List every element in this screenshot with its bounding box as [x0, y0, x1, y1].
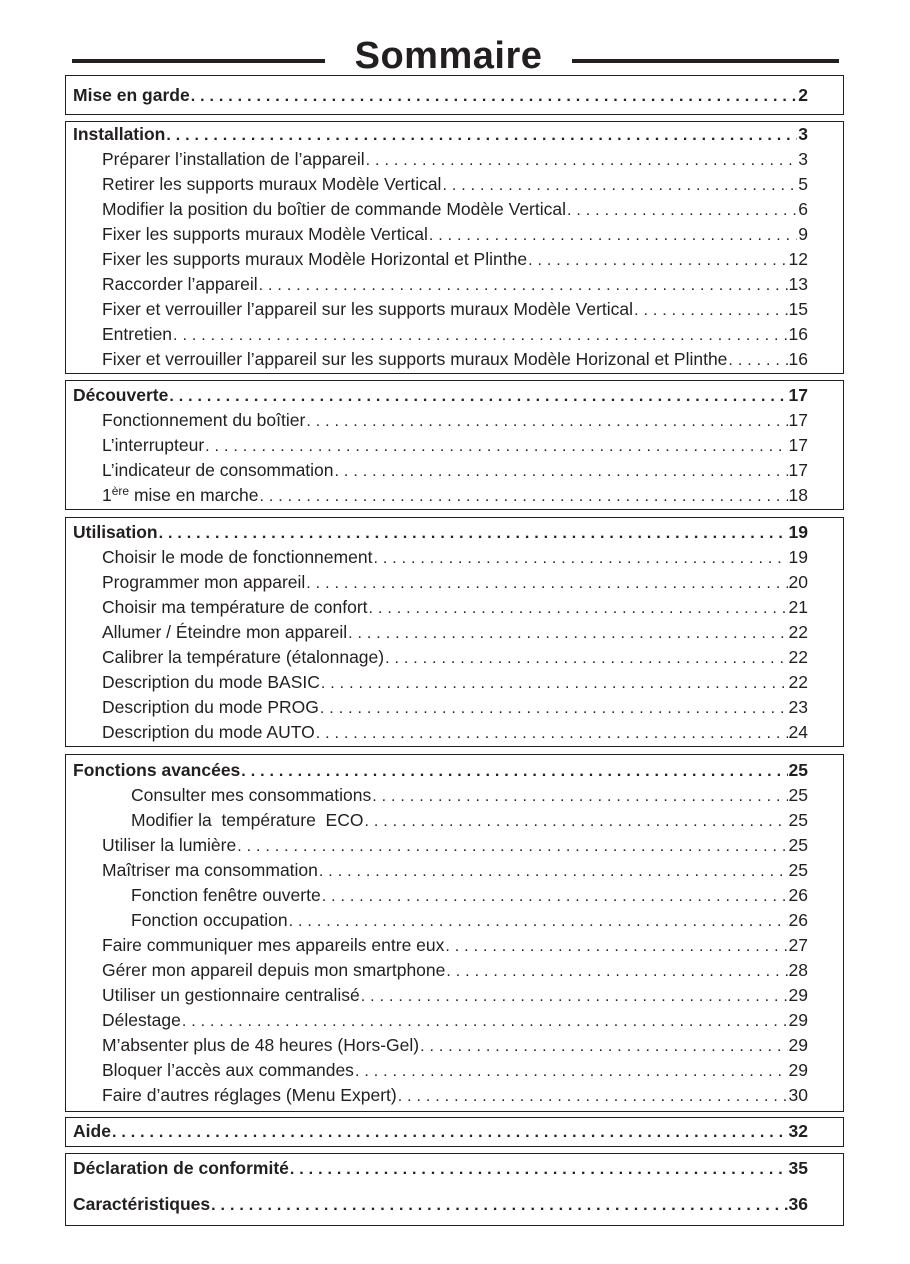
toc-heading[interactable]: [73, 122, 808, 147]
ordinal-number: 1: [102, 485, 112, 505]
toc-leader-dots: [320, 696, 788, 721]
toc-entry-label: Description du mode PROG: [102, 697, 319, 717]
title-rule-right: [572, 59, 839, 63]
toc-entry[interactable]: [73, 247, 808, 272]
toc-entry[interactable]: [73, 620, 808, 645]
toc-entry-label: L’interrupteur: [102, 435, 205, 455]
toc-leader-dots: [159, 521, 788, 546]
toc-entry[interactable]: [73, 172, 808, 197]
toc-entry[interactable]: [73, 408, 808, 433]
toc-leader-dots: [173, 323, 787, 348]
toc-heading-label: Découverte: [73, 385, 169, 405]
toc-leader-dots: [335, 459, 788, 484]
toc-entry[interactable]: [73, 933, 808, 958]
toc-entry-label: Délestage: [102, 1010, 181, 1030]
toc-page-number: 17: [788, 385, 808, 405]
toc-entry[interactable]: [73, 595, 808, 620]
toc-entry-label: Fonction occupation: [131, 910, 288, 930]
toc-entry[interactable]: [73, 958, 808, 983]
toc-page-number: 9: [798, 224, 808, 244]
toc-leader-dots: [728, 348, 787, 373]
toc-section-installation: [65, 121, 844, 374]
toc-entry[interactable]: [73, 458, 808, 483]
toc-entry[interactable]: [73, 670, 808, 695]
toc-page-number: 17: [788, 435, 808, 455]
toc-leader-dots: [369, 596, 788, 621]
toc-entry[interactable]: [73, 483, 808, 508]
toc-section-decouverte: [65, 380, 844, 510]
toc-heading[interactable]: [73, 383, 808, 408]
toc-entry[interactable]: [73, 1058, 808, 1083]
toc-leader-dots: [528, 248, 787, 273]
toc-page-number: 25: [788, 810, 808, 830]
toc-leader-dots: [166, 123, 797, 148]
toc-page-number: 26: [788, 910, 808, 930]
toc-leader-dots: [290, 1157, 788, 1182]
toc-page-number: 29: [788, 1060, 808, 1080]
toc-heading[interactable]: [73, 1156, 808, 1181]
toc-leader-dots: [169, 384, 787, 409]
toc-page-number: 5: [798, 174, 808, 194]
toc-page-number: 20: [788, 572, 808, 592]
toc-leader-dots: [372, 784, 787, 809]
toc-entry-label: Raccorder l’appareil: [102, 274, 258, 294]
toc-page-number: 2: [798, 85, 808, 105]
ordinal-suffix: ère: [111, 484, 130, 498]
toc-entry-label: Faire communiquer mes appareils entre eux: [102, 935, 445, 955]
toc-heading[interactable]: [73, 520, 808, 545]
toc-page-number: 17: [788, 460, 808, 480]
toc-leader-dots: [322, 884, 788, 909]
toc-page-number: 29: [788, 1035, 808, 1055]
toc-entry-text: mise en marche: [129, 485, 259, 505]
toc-heading[interactable]: [73, 1192, 808, 1217]
toc-entry-label: Bloquer l’accès aux commandes: [102, 1060, 354, 1080]
page-title: Sommaire: [354, 35, 543, 77]
toc-entry-label: Utiliser la lumière: [102, 835, 237, 855]
toc-entry-label: Description du mode BASIC: [102, 672, 320, 692]
toc-leader-dots: [316, 721, 788, 746]
toc-leader-dots: [211, 1193, 787, 1218]
toc-page-number: 23: [788, 697, 808, 717]
toc-section-fonctions-avancees: [65, 754, 844, 1112]
toc-page-number: 29: [788, 1010, 808, 1030]
toc-entry-label: Calibrer la température (étalonnage): [102, 647, 385, 667]
toc-entry[interactable]: [73, 272, 808, 297]
toc-entry[interactable]: [73, 808, 808, 833]
toc-leader-dots: [112, 1120, 788, 1145]
toc-leader-dots: [355, 1059, 788, 1084]
toc-entry-label: [102, 483, 258, 508]
toc-entry-label: Gérer mon appareil depuis mon smartphone: [102, 960, 446, 980]
toc-leader-dots: [567, 198, 797, 223]
toc-page-number: 16: [788, 349, 808, 369]
toc-page-number: 22: [788, 672, 808, 692]
toc-page-number: 28: [788, 960, 808, 980]
toc-entry[interactable]: [73, 783, 808, 808]
toc-page-number: 25: [788, 860, 808, 880]
toc-page-number: 3: [798, 149, 808, 169]
toc-leader-dots: [373, 546, 787, 571]
toc-leader-dots: [321, 671, 788, 696]
toc-heading-label: Déclaration de conformité: [73, 1158, 289, 1178]
toc-entry-label: L’indicateur de consommation: [102, 460, 334, 480]
toc-page-number: 22: [788, 647, 808, 667]
toc-leader-dots: [289, 909, 788, 934]
title-rule-left: [72, 59, 325, 63]
toc-page-number: 27: [788, 935, 808, 955]
toc-leader-dots: [634, 298, 787, 323]
toc-heading[interactable]: [73, 1119, 808, 1144]
toc-section-aide: [65, 1117, 844, 1147]
toc-entry[interactable]: [73, 695, 808, 720]
toc-leader-dots: [319, 859, 788, 884]
toc-entry-label: Fixer les supports muraux Modèle Horizontal et Plinthe: [102, 249, 528, 269]
toc-page-number: 30: [788, 1085, 808, 1105]
toc-entry[interactable]: [73, 645, 808, 670]
toc-section-conformite-caracteristiques: [65, 1153, 844, 1226]
toc-entry-label: M’absenter plus de 48 heures (Hors-Gel): [102, 1035, 420, 1055]
toc-entry[interactable]: [73, 347, 808, 372]
toc-entry-label: Modifier la température ECO: [131, 810, 364, 830]
toc-heading-label: Fonctions avancées: [73, 760, 241, 780]
toc-entry[interactable]: [73, 1083, 808, 1108]
toc-entry[interactable]: [73, 197, 808, 222]
toc-heading-label: Aide: [73, 1121, 111, 1141]
toc-entry[interactable]: [73, 297, 808, 322]
toc-entry-label: Consulter mes consommations: [131, 785, 372, 805]
toc-entry[interactable]: [73, 1033, 808, 1058]
toc-entry-label: Retirer les supports muraux Modèle Vertical: [102, 174, 442, 194]
toc-page-number: 12: [788, 249, 808, 269]
toc-leader-dots: [366, 148, 798, 173]
toc-leader-dots: [237, 834, 787, 859]
toc-heading-label: Caractéristiques: [73, 1194, 211, 1214]
toc-heading[interactable]: [73, 83, 808, 108]
toc-section-mise-en-garde: [65, 75, 844, 115]
toc-page-number: 3: [798, 124, 808, 144]
toc-page-number: 6: [798, 199, 808, 219]
toc-leader-dots: [205, 434, 787, 459]
toc-heading[interactable]: [73, 758, 808, 783]
toc-leader-dots: [259, 273, 788, 298]
toc-entry[interactable]: [73, 433, 808, 458]
toc-entry[interactable]: [73, 720, 808, 745]
toc-page-number: 29: [788, 985, 808, 1005]
toc-entry-label: Préparer l’installation de l’appareil: [102, 149, 365, 169]
toc-entry-label: Fixer les supports muraux Modèle Vertical: [102, 224, 428, 244]
toc-leader-dots: [259, 484, 787, 509]
toc-entry[interactable]: [73, 570, 808, 595]
toc-leader-dots: [241, 759, 787, 784]
toc-entry-label: Faire d’autres réglages (Menu Expert): [102, 1085, 397, 1105]
toc-section-utilisation: [65, 517, 844, 747]
toc-page-number: 25: [788, 835, 808, 855]
toc-leader-dots: [445, 934, 787, 959]
toc-leader-dots: [191, 84, 798, 109]
toc-entry[interactable]: [73, 908, 808, 933]
toc-entry-label: Maîtriser ma consommation: [102, 860, 318, 880]
toc-page-number: 26: [788, 885, 808, 905]
toc-leader-dots: [348, 621, 787, 646]
toc-entry[interactable]: [73, 1008, 808, 1033]
toc-leader-dots: [420, 1034, 787, 1059]
toc-leader-dots: [446, 959, 787, 984]
toc-entry-label: Modifier la position du boîtier de commande Modèle Vertical: [102, 199, 566, 219]
toc-entry[interactable]: [73, 983, 808, 1008]
toc-entry-label: Entretien: [102, 324, 173, 344]
toc-entry-label: Choisir le mode de fonctionnement: [102, 547, 373, 567]
toc-page-number: 21: [788, 597, 808, 617]
toc-leader-dots: [398, 1084, 788, 1109]
toc-entry-label: Description du mode AUTO: [102, 722, 315, 742]
toc-leader-dots: [361, 984, 788, 1009]
toc-entry-label: Fixer et verrouiller l’appareil sur les supports muraux Modèle Horizonal et Plinthe: [102, 349, 728, 369]
toc-entry-label: Fonction fenêtre ouverte: [131, 885, 321, 905]
toc-entry-label: Programmer mon appareil: [102, 572, 306, 592]
toc-heading-label: Mise en garde: [73, 85, 190, 105]
toc-page-number: 32: [788, 1121, 808, 1141]
toc-leader-dots: [385, 646, 787, 671]
toc-page-number: 15: [788, 299, 808, 319]
toc-page-number: 22: [788, 622, 808, 642]
toc-page-number: 36: [788, 1194, 808, 1214]
toc-page-number: 19: [788, 547, 808, 567]
toc-leader-dots: [182, 1009, 788, 1034]
toc-page-number: 17: [788, 410, 808, 430]
toc-leader-dots: [306, 571, 787, 596]
toc-page-number: 25: [788, 760, 808, 780]
toc-page-number: 19: [788, 522, 808, 542]
toc-entry-label: Choisir ma température de confort: [102, 597, 368, 617]
toc-page-number: 13: [788, 274, 808, 294]
toc-entry-label: Utiliser un gestionnaire centralisé: [102, 985, 360, 1005]
toc-leader-dots: [306, 409, 787, 434]
toc-leader-dots: [364, 809, 787, 834]
toc-entry[interactable]: [73, 222, 808, 247]
toc-page-number: 24: [788, 722, 808, 742]
toc-entry[interactable]: [73, 883, 808, 908]
toc-entry[interactable]: [73, 322, 808, 347]
toc-entry-label: Fixer et verrouiller l’appareil sur les supports muraux Modèle Vertical: [102, 299, 634, 319]
toc-entry[interactable]: [73, 858, 808, 883]
toc-leader-dots: [429, 223, 797, 248]
toc-entry[interactable]: [73, 147, 808, 172]
toc-page-number: 35: [788, 1158, 808, 1178]
toc-page-number: 25: [788, 785, 808, 805]
toc-entry[interactable]: [73, 833, 808, 858]
toc-entry-label: Fonctionnement du boîtier: [102, 410, 306, 430]
toc-leader-dots: [442, 173, 797, 198]
toc-entry[interactable]: [73, 545, 808, 570]
toc-page-number: 18: [788, 485, 808, 505]
toc-heading-label: Utilisation: [73, 522, 158, 542]
toc-page-number: 16: [788, 324, 808, 344]
toc-heading-label: Installation: [73, 124, 166, 144]
toc-entry-label: Allumer / Éteindre mon appareil: [102, 622, 348, 642]
